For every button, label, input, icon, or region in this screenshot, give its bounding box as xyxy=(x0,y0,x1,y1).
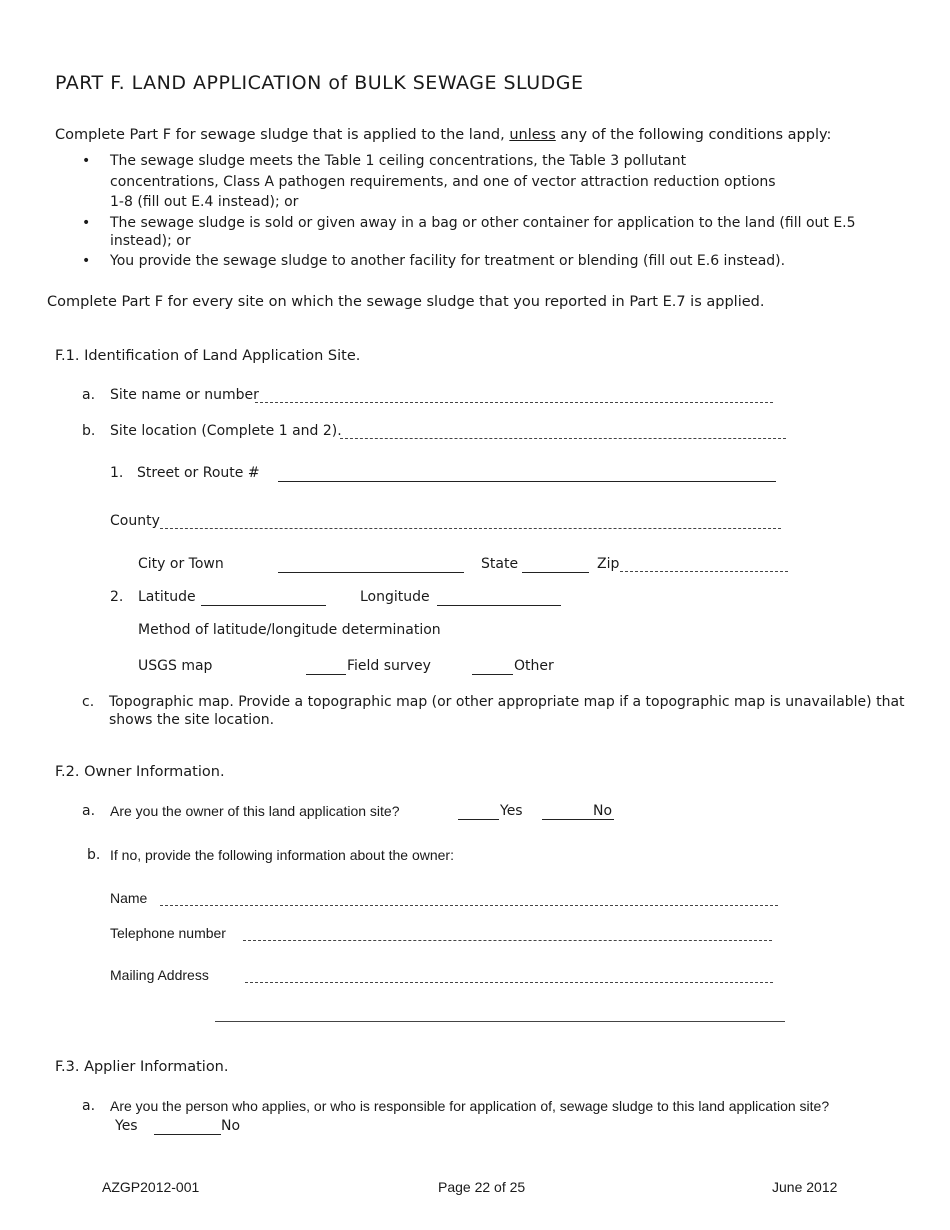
applier-no-label: No xyxy=(221,1118,241,1134)
latitude-field[interactable] xyxy=(201,605,326,606)
section-f1-heading: F.1. Identification of Land Application Site. xyxy=(55,348,361,364)
f2-b-marker: b. xyxy=(87,847,101,863)
zip-field[interactable] xyxy=(620,571,788,572)
applier-yes-no-checkbox[interactable] xyxy=(154,1134,221,1135)
owner-no-checkbox[interactable] xyxy=(542,819,614,820)
owner-question: Are you the owner of this land application site? xyxy=(110,803,400,819)
zip-label: Zip xyxy=(597,556,620,572)
street-field[interactable] xyxy=(278,481,776,482)
owner-no-label: No xyxy=(593,803,613,819)
bullet-marker: • xyxy=(82,215,91,231)
f2-a-marker: a. xyxy=(82,803,96,819)
longitude-field[interactable] xyxy=(437,605,561,606)
other-method-checkbox[interactable] xyxy=(472,674,513,675)
bullet-1-line-3: 1-8 (fill out E.4 instead); or xyxy=(110,194,299,210)
street-label: Street or Route # xyxy=(137,465,260,481)
usgs-map-label: USGS map xyxy=(138,658,213,674)
owner-name-label: Name xyxy=(110,890,148,906)
owner-address-field-1[interactable] xyxy=(245,982,773,983)
page-title: PART F. LAND APPLICATION of BULK SEWAGE SLUDGE xyxy=(55,72,584,94)
bullet-2-line-1: The sewage sludge is sold or given away in a bag or other container for application to the land (fill out E.5 xyxy=(110,215,856,231)
city-label: City or Town xyxy=(138,556,224,572)
site-name-label: Site name or number xyxy=(110,387,259,403)
bullet-3-line-1: You provide the sewage sludge to another facility for treatment or blending (fill out E.6 instead). xyxy=(110,253,786,269)
f1-a-marker: a. xyxy=(82,387,96,403)
f1-b-marker: b. xyxy=(82,423,96,439)
intro-lead xyxy=(55,127,831,143)
state-field[interactable] xyxy=(522,572,589,573)
owner-address-field-2[interactable] xyxy=(215,1021,785,1022)
every-site-note: Complete Part F for every site on which the sewage sludge that you reported in Part E.7 is applied. xyxy=(47,294,765,310)
longitude-label: Longitude xyxy=(360,589,430,605)
intro-lead-before: Complete Part F for sewage sludge that is applied to the land, xyxy=(55,127,510,143)
bullet-marker: • xyxy=(82,253,91,269)
site-location-label: Site location (Complete 1 and 2). xyxy=(110,423,342,439)
site-location-field[interactable] xyxy=(340,438,786,439)
owner-info-instruction: If no, provide the following information about the owner: xyxy=(110,847,454,863)
f1-c-marker: c. xyxy=(82,694,95,710)
latitude-label: Latitude xyxy=(138,589,196,605)
intro-lead-after: any of the following conditions apply: xyxy=(555,127,832,143)
state-label: State xyxy=(481,556,519,572)
topo-map-line-2: shows the site location. xyxy=(109,712,275,728)
field-survey-checkbox[interactable] xyxy=(306,674,346,675)
item-1-marker: 1. xyxy=(110,465,124,481)
county-field[interactable] xyxy=(160,528,781,529)
section-f3-heading: F.3. Applier Information. xyxy=(55,1059,229,1075)
bullet-2-line-2: instead); or xyxy=(110,233,191,249)
city-field[interactable] xyxy=(278,572,464,573)
owner-phone-field[interactable] xyxy=(243,940,772,941)
owner-yes-label: Yes xyxy=(500,803,523,819)
owner-phone-label: Telephone number xyxy=(110,925,226,941)
county-label: County xyxy=(110,513,160,529)
footer-page-number: Page 22 of 25 xyxy=(438,1179,526,1195)
bullet-marker: • xyxy=(82,153,91,169)
item-2-marker: 2. xyxy=(110,589,124,605)
intro-lead-emphasis: unless xyxy=(509,127,556,143)
bullet-1-line-2: concentrations, Class A pathogen requirements, and one of vector attraction reduction options xyxy=(110,174,776,190)
owner-name-field[interactable] xyxy=(160,905,778,906)
method-label: Method of latitude/longitude determination xyxy=(138,622,441,638)
section-f2-heading: F.2. Owner Information. xyxy=(55,764,225,780)
site-name-field[interactable] xyxy=(255,402,773,403)
bullet-1-line-1: The sewage sludge meets the Table 1 ceiling concentrations, the Table 3 pollutant xyxy=(110,153,687,169)
topo-map-line-1: Topographic map. Provide a topographic map (or other appropriate map if a topographic map is unavailable) that xyxy=(109,694,905,710)
f3-a-marker: a. xyxy=(82,1098,96,1114)
field-survey-label: Field survey xyxy=(347,658,431,674)
owner-address-label: Mailing Address xyxy=(110,967,209,983)
applier-question: Are you the person who applies, or who is responsible for application of, sewage sludge to this land application site? xyxy=(110,1098,830,1114)
applier-yes-label: Yes xyxy=(115,1118,138,1134)
footer-date: June 2012 xyxy=(772,1179,838,1195)
owner-yes-checkbox[interactable] xyxy=(458,819,499,820)
other-method-label: Other xyxy=(514,658,554,674)
footer-doc-id: AZGP2012-001 xyxy=(102,1179,200,1195)
